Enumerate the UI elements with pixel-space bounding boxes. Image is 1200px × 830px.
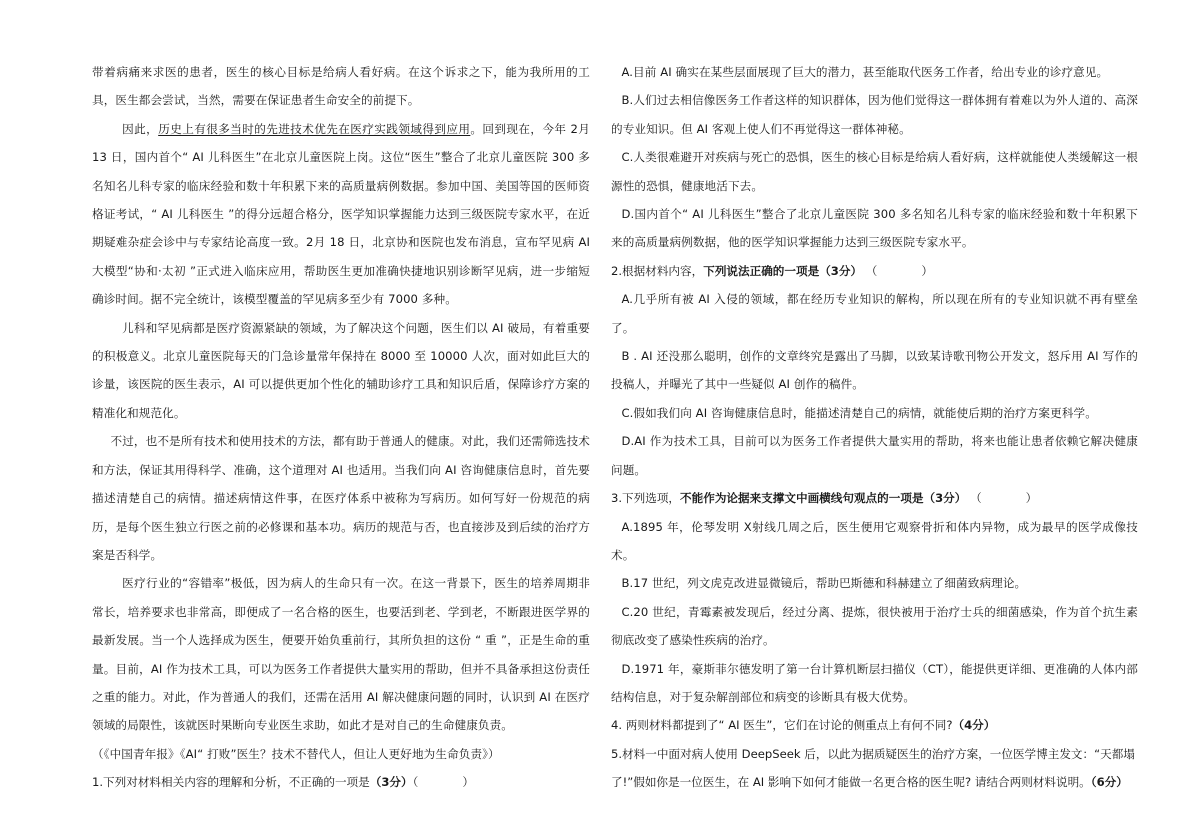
left-column <box>92 58 590 797</box>
q2-option-a: A.几乎所有被 AI 入侵的领域，都在经历专业知识的解构，所以现在所有的专业知识就不再有壁垒了。 <box>611 292 1138 335</box>
question-3-paren-open: （ <box>970 491 982 506</box>
q3-option-a: A.1895 年，伦琴发明 X射线几周之后，医生便用它观察骨折和体内异物，成为最早的医学成像技术。 <box>611 519 1138 562</box>
question-2-score: （3分） <box>819 263 863 278</box>
question-1 <box>92 768 590 796</box>
question-2-tail: 的一项是 <box>772 263 820 278</box>
q2-option-c: C.假如我们向 AI 咨询健康信息时，能描述清楚自己的病情，就能使后期的治疗方案更科学。 <box>621 405 1097 420</box>
paragraph-2-body: 。回到现在，今年 2月 13 日，国内首个“ AI 儿科医生”在北京儿童医院上岗。这位“医生”整合了北京儿童医院 300 多名知名儿科专家的临床经验和数十年积累下来的高质量病例数据。参加中国、美国等国的医师资格证考试，“ AI 儿科医生 ”的得分远超合格分，医学知识掌握能力达到三级医院专家水平，在近期疑难杂症会诊中与专家结论高度一致。2月 18 日，北京协和医院也发布消息，宣布罕见病 AI 大模型“协和·太初 ”正式进入临床应用，帮助医生更加准确快捷地识别诊断罕见病，进一步缩短确诊时间。据不完全统计，该模型覆盖的罕见病多至少有 7000 多种。 <box>92 121 590 307</box>
source-citation: （《中国青年报》《AI“ 打败”医生？技术不替代人，但让人更好地为生命负责》） <box>92 746 500 761</box>
paragraph-3: 儿科和罕见病都是医疗资源紧缺的领域，为了解决这个问题，医生们以 AI 破局，有着重要的积极意义。北京儿童医院每天的门急诊量常年保持在 8000 至 10000 人次，面对如此巨大的诊量，该医院的医生表示，AI 可以提供更加个性化的辅助诊疗工具和知识后盾，保障诊疗方案的精准化和规范化。 <box>92 320 590 420</box>
q2-option-b: B . AI 还没那么聪明，创作的文章终究是露出了马脚，以致某诗歌刊物公开发文，怒斥用 AI 写作的投稿人，并曝光了其中一些疑似 AI 创作的稿件。 <box>611 349 1138 392</box>
question-5-text: 5.材料一中面对病人使用 DeepSeek 后，以此为据质疑医生的治疗方案，一位医学博主发文：“天都塌了!”假如你是一位医生，在 AI 影响下如何才能做一名更合格的医生呢? 请结合两则材料说明。 <box>611 746 1135 790</box>
question-3-score: （3分） <box>923 491 967 506</box>
question-3 <box>611 484 1138 512</box>
question-3-paren-close: ） <box>1025 491 1038 506</box>
paragraph-1: 带着病痛来求医的患者，医生的核心目标是给病人看好病。在这个诉求之下，能为我所用的工具，医生都会尝试，当然，需要在保证患者生命安全的前提下。 <box>92 65 590 108</box>
q1-option-d: D.国内首个“ AI 儿科医生”整合了北京儿童医院 300 多名知名儿科专家的临床经验和数十年积累下来的高质量病例数据，他的医学知识掌握能力达到三级医院专家水平。 <box>611 207 1138 250</box>
right-column <box>611 58 1138 797</box>
question-4-score: （4分） <box>952 718 996 733</box>
question-2-paren-close: ） <box>921 263 933 278</box>
q1-option-b: B.人们过去相信像医务工作者这样的知识群体，因为他们觉得这一群体拥有着难以为外人道的、高深的专业知识。但 AI 客观上使人们不再觉得这一群体神秘。 <box>611 93 1138 136</box>
underlined-claim: 历史上有很多当时的先进技术优先在医疗实践领域得到应用 <box>158 121 471 136</box>
q1-option-a: A.目前 AI 确实在某些层面展现了巨大的潜力，甚至能取代医务工作者，给出专业的诊疗意见。 <box>621 65 1109 79</box>
question-4-text: 4. 两则材料都提到了“ AI 医生”，它们在讨论的侧重点上有何不同? <box>611 718 953 733</box>
question-4 <box>611 711 1138 739</box>
question-1-text: 1.下列对材料相关内容的理解和分析，不正确的一项是 <box>92 775 370 790</box>
paragraph-2 <box>92 115 590 314</box>
question-3-lead: 3.下列选项， <box>611 491 681 506</box>
question-2-lead: 2.根据材料内容， <box>611 263 704 278</box>
paragraph-4: 不过，也不是所有技术和使用技术的方法，都有助于普通人的健康。对此，我们还需筛选技术和方法，保证其用得科学、准确，这个道理对 AI 也适用。当我们向 AI 咨询健康信息时，首先要描述清楚自己的病情。描述病情这件事，在医疗体系中被称为写病历。如何写好一份规范的病历，是每个医生独立行医之前的必修课和基本功。病历的规范与否，也直接涉及到后续的治疗方案是否科学。 <box>92 434 590 562</box>
question-2-emphasis: 下列说法正确 <box>703 263 773 278</box>
question-2-paren-open: （ <box>865 263 878 278</box>
question-1-paren-close: ） <box>462 775 474 790</box>
question-1-paren-open: （ <box>412 775 419 790</box>
question-5-score: （6分） <box>1090 775 1128 790</box>
q1-option-c: C.人类很难避开对疾病与死亡的恐惧，医生的核心目标是给病人看好病，这样就能使人类缓解这一根源性的恐惧，健康地活下去。 <box>611 150 1138 193</box>
q3-option-b: B.17 世纪，列文虎克改进显微镜后，帮助巴斯德和科赫建立了细菌致病理论。 <box>621 576 1027 591</box>
paragraph-2-lead: 因此， <box>122 121 159 136</box>
question-3-emphasis: 不能作为论据来支撑文中画横线句观点的一项是 <box>680 491 924 506</box>
q3-option-d: D.1971 年，豪斯菲尔德发明了第一台计算机断层扫描仪（CT），能提供更详细、更准确的人体内部结构信息，对于复杂解剖部位和病变的诊断具有极大优势。 <box>611 661 1138 704</box>
question-1-score: （3分） <box>369 775 413 790</box>
q2-option-d: D.AI 作为技术工具，目前可以为医务工作者提供大量实用的帮助，将来也能让患者依赖它解决健康问题。 <box>611 434 1138 477</box>
question-2 <box>611 257 1138 285</box>
q3-option-c: C.20 世纪，青霉素被发现后，经过分离、提炼，很快被用于治疗士兵的细菌感染，作为首个抗生素彻底改变了感染性疾病的治疗。 <box>611 604 1138 648</box>
paragraph-5: 医疗行业的“容错率”极低，因为病人的生命只有一次。在这一背景下，医生的培养周期非常长，培养要求也非常高，即便成了一名合格的医生，也要活到老、学到老，不断跟进医学界的最新发展。当一个人选择成为医生，便要开始负重前行，其所负担的这份 “ 重 ”，正是生命的重量。目前，AI 作为技术工具，可以为医务工作者提供大量实用的帮助，但并不具备承担这份责任之重的能力。对此，作为普通人的我们，还需在活用 AI 解决健康问题的同时，认识到 AI 在医疗领域的局限性，该就医时果断向专业医生求助，如此才是对自己的生命健康负责。 <box>92 576 590 733</box>
question-5 <box>611 740 1138 797</box>
